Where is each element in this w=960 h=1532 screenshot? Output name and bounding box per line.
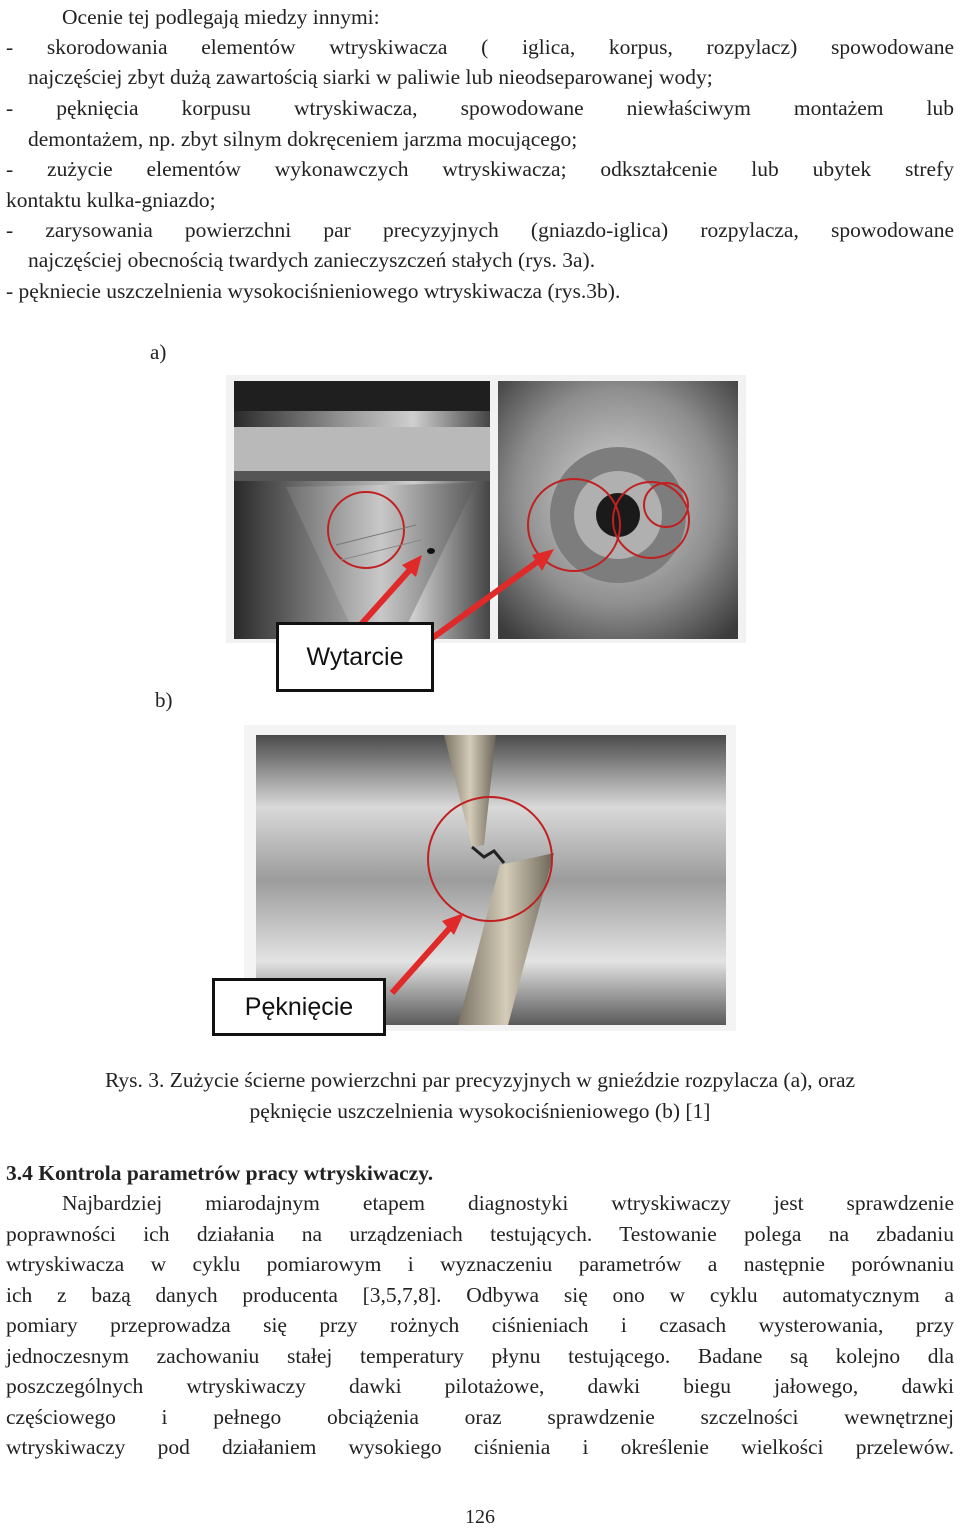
intro-line-7: kontaktu kulka-gniazdo;	[6, 188, 216, 212]
figure-caption-line-1: Rys. 3. Zużycie ścierne powierzchni par precyzyjnych w gnieździe rozpylacza (a), oraz	[104, 1068, 856, 1092]
intro-line-5: demontażem, np. zbyt silnym dokręceniem jarzma mocującego;	[28, 127, 578, 151]
nozzle-seat-illustration	[226, 375, 746, 643]
section-line-5: pomiary przeprowadza się przy rożnych ciśnieniach i czasach wysterowania, przy	[6, 1313, 954, 1337]
page-number: 126	[465, 1506, 495, 1528]
section-line-1: Najbardziej miarodajnym etapem diagnostyki wtryskiwaczy jest sprawdzenie	[62, 1191, 954, 1215]
intro-line-2: - skorodowania elementów wtryskiwacza ( iglica, korpus, rozpylacz) spowodowane	[6, 35, 954, 59]
intro-line-1: Ocenie tej podlegają miedzy innymi:	[62, 5, 380, 29]
callout-crack: Pęknięcie	[212, 978, 386, 1036]
intro-line-10: - pękniecie uszczelnienia wysokociśnieniowego wtryskiwacza (rys.3b).	[6, 279, 621, 303]
intro-line-4: - pęknięcia korpusu wtryskiwacza, spowodowane niewłaściwym montażem lub	[6, 96, 954, 120]
figure-caption-line-2: pęknięcie uszczelnienia wysokociśnieniowego (b) [1]	[249, 1099, 711, 1123]
section-line-4: ich z bazą danych producenta [3,5,7,8]. Odbywa się ono w cyklu automatycznym a	[6, 1283, 954, 1307]
intro-line-6: - zużycie elementów wykonawczych wtryskiwacza; odkształcenie lub ubytek strefy	[6, 157, 954, 181]
intro-line-3: najczęściej zbyt dużą zawartością siarki w paliwie lub nieodseparowanej wody;	[28, 65, 713, 89]
section-line-2: poprawności ich działania na urządzeniach testujących. Testowanie polega na zbadaniu	[6, 1222, 954, 1246]
section-line-7: poszczególnych wtryskiwaczy dawki pilotażowe, dawki biegu jałowego, dawki	[6, 1374, 954, 1398]
section-heading: 3.4 Kontrola parametrów pracy wtryskiwaczy.	[6, 1161, 434, 1185]
figure-label-b: b)	[155, 688, 173, 712]
section-line-8: częściowego i pełnego obciążenia oraz sprawdzenie szczelności wewnętrznej	[6, 1405, 954, 1429]
intro-line-9: najczęściej obecnością twardych zanieczyszczeń stałych (rys. 3a).	[28, 248, 596, 272]
nozzle-seat-photo	[226, 375, 746, 643]
section-line-9: wtryskiwaczy pod działaniem wysokiego ciśnienia i określenie wielkości przelewów.	[6, 1435, 954, 1459]
figure-label-a: a)	[150, 340, 167, 364]
section-line-3: wtryskiwacza w cyklu pomiarowym i wyznaczeniu parametrów a następnie porównaniu	[6, 1252, 954, 1276]
section-line-6: jednoczesnym zachowaniu stałej temperatury płynu testującego. Badane są kolejno dla	[6, 1344, 954, 1368]
intro-line-8: - zarysowania powierzchni par precyzyjnych (gniazdo-iglica) rozpylacza, spowodowane	[6, 218, 954, 242]
callout-wear: Wytarcie	[276, 622, 434, 692]
